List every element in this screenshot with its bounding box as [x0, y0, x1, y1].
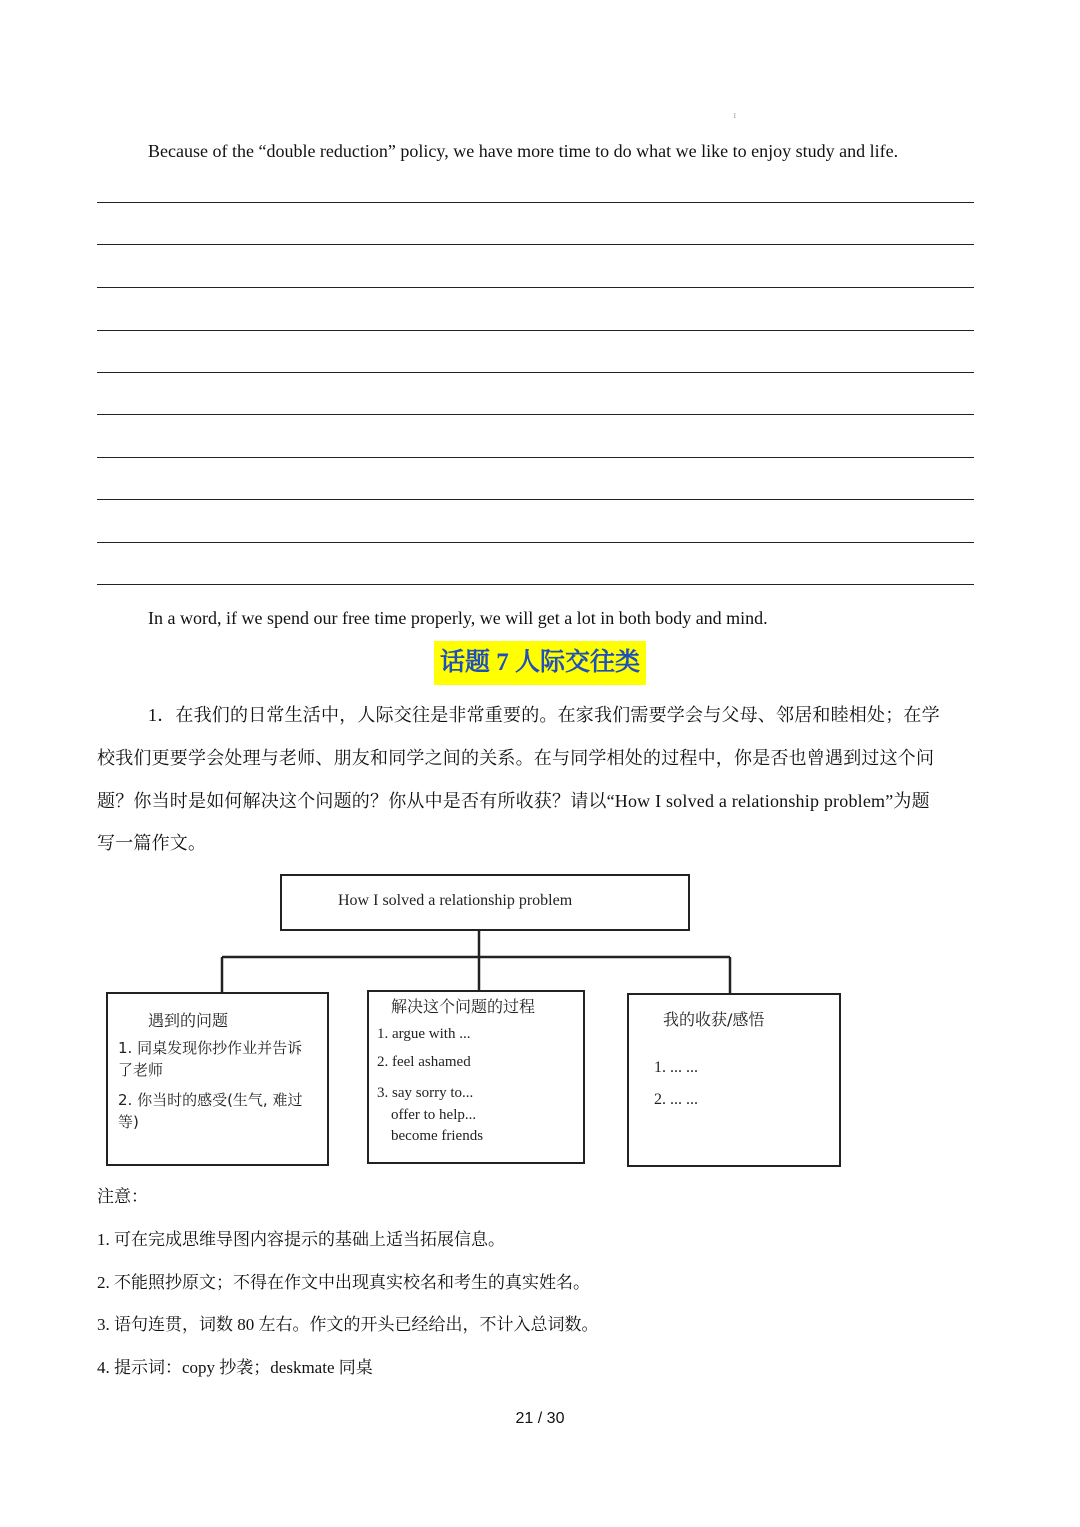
page-number: 21 / 30 [515, 1410, 565, 1427]
left-item-2a: 2. 你当时的感受(生气, 难过 [118, 1091, 303, 1109]
left-item-1b: 了老师 [118, 1061, 164, 1079]
middle-item-3: 3. say sorry to... [377, 1085, 474, 1101]
note-1: 1. 可在完成思维导图内容提示的基础上适当拓展信息。 [97, 1230, 505, 1249]
prompt-line-4: 写一篇作文。 [97, 833, 207, 853]
intro-sentence: Because of the “double reduction” policy, we have more time to do what we like to enjoy study and life. [148, 141, 899, 161]
prompt-line-1: 1．在我们的日常生活中，人际交往是非常重要的。在家我们需要学会与父母、邻居和睦相处；在学 [148, 705, 940, 725]
middle-item-3c: become friends [391, 1128, 484, 1144]
root-box [280, 874, 690, 931]
middle-box [367, 990, 585, 1164]
note-2: 2. 不能照抄原文；不得在作文中出现真实校名和考生的真实姓名。 [97, 1273, 590, 1292]
note-4: 4. 提示词：copy 抄袭；deskmate 同桌 [97, 1358, 373, 1377]
prompt-line-2: 校我们更要学会处理与老师、朋友和同学之间的关系。在与同学相处的过程中，你是否也曾遇到过这个问 [97, 748, 935, 768]
middle-item-2: 2. feel ashamed [377, 1054, 471, 1070]
left-title: 遇到的问题 [148, 1011, 229, 1030]
topic-title: 话题 7 人际交往类 [439, 649, 640, 676]
closing-sentence: In a word, if we spend our free time properly, we will get a lot in both body and mind. [148, 608, 768, 628]
left-box [106, 992, 329, 1166]
middle-item-3b: offer to help... [391, 1107, 477, 1123]
right-item-1: 1. ... ... [654, 1059, 698, 1076]
note-3: 3. 语句连贯，词数 80 左右。作文的开头已经给出，不计入总词数。 [97, 1315, 599, 1334]
right-box [627, 993, 841, 1167]
right-title: 我的收获/感悟 [663, 1010, 765, 1029]
middle-title: 解决这个问题的过程 [391, 997, 536, 1016]
middle-item-1: 1. argue with ... [377, 1026, 471, 1042]
left-item-2b: 等) [118, 1113, 139, 1131]
notes-heading: 注意： [97, 1187, 148, 1206]
page-marker: 1 [733, 112, 737, 120]
right-item-2: 2. ... ... [654, 1091, 698, 1108]
prompt-line-3: 题？你当时是如何解决这个问题的？你从中是否有所收获？请以“How I solved a relationship problem”为题 [97, 791, 930, 811]
left-item-1a: 1. 同桌发现你抄作业并告诉 [118, 1039, 303, 1057]
root-title: How I solved a relationship problem [338, 892, 573, 909]
